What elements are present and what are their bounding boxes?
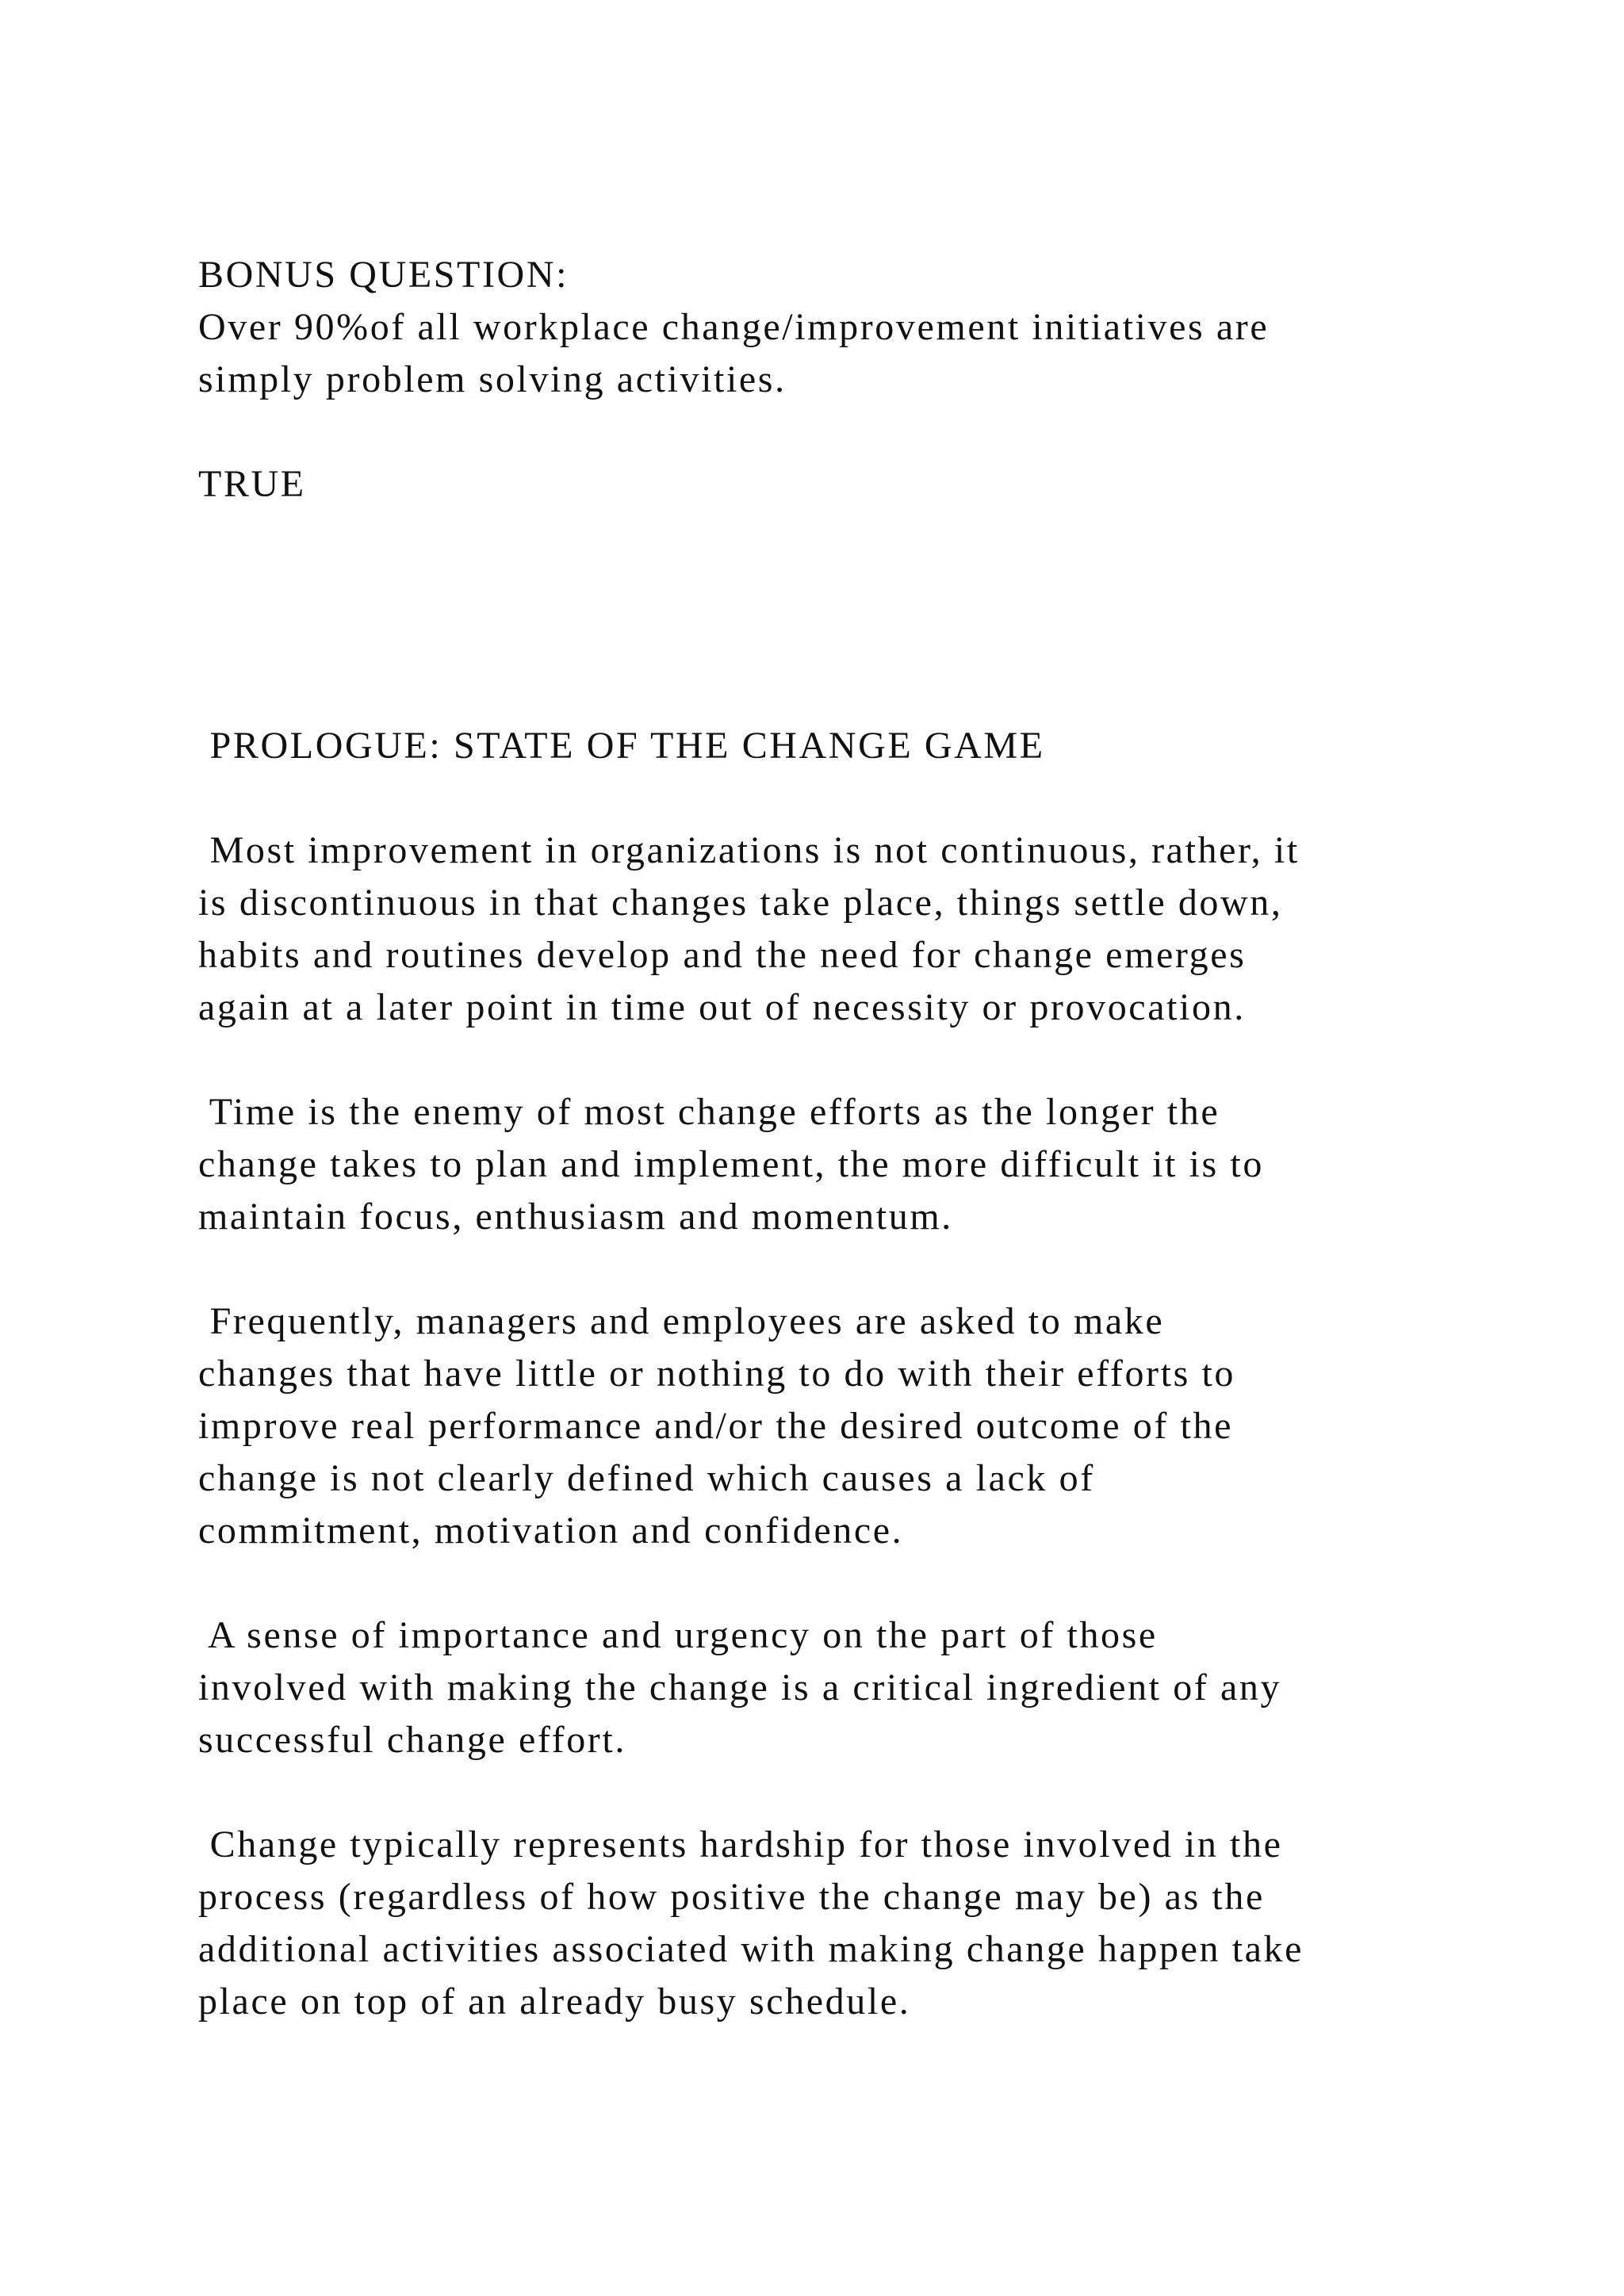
bonus-heading: BONUS QUESTION:: [198, 254, 569, 296]
answer-text: TRUE: [198, 463, 306, 505]
paragraph-line: additional activities associated with making change happen take: [198, 1928, 1304, 1970]
bonus-question-line: simply problem solving activities.: [198, 358, 787, 400]
paragraph-line: maintain focus, enthusiasm and momentum.: [198, 1196, 953, 1238]
paragraph-line: change takes to plan and implement, the more difficult it is to: [198, 1143, 1264, 1185]
paragraph-line: is discontinuous in that changes take place, things settle down,: [198, 882, 1283, 924]
paragraph-line: involved with making the change is a critical ingredient of any: [198, 1667, 1282, 1709]
paragraph-line: commitment, motivation and confidence.: [198, 1510, 904, 1552]
paragraph-line: successful change effort.: [198, 1719, 626, 1761]
paragraph-line: Frequently, managers and employees are asked to make: [198, 1300, 1165, 1342]
bonus-question-line: Over 90%of all workplace change/improvement initiatives are: [198, 306, 1270, 348]
paragraph-line: process (regardless of how positive the change may be) as the: [198, 1876, 1265, 1918]
section-title: PROLOGUE: STATE OF THE CHANGE GAME: [198, 725, 1045, 767]
paragraph-line: habits and routines develop and the need for change emerges: [198, 934, 1247, 976]
paragraph-line: Time is the enemy of most change efforts as the longer the: [198, 1091, 1220, 1133]
paragraph-line: change is not clearly defined which causes a lack of: [198, 1457, 1095, 1499]
paragraph-line: place on top of an already busy schedule.: [198, 1980, 911, 2022]
paragraph-line: changes that have little or nothing to do with their efforts to: [198, 1353, 1235, 1395]
paragraph-line: Most improvement in organizations is not continuous, rather, it: [198, 829, 1300, 871]
paragraph-line: again at a later point in time out of necessity or provocation.: [198, 986, 1246, 1028]
paragraph-line: improve real performance and/or the desired outcome of the: [198, 1405, 1233, 1447]
paragraph-line: A sense of importance and urgency on the part of those: [198, 1614, 1158, 1656]
paragraph-line: Change typically represents hardship for those involved in the: [198, 1823, 1283, 1866]
